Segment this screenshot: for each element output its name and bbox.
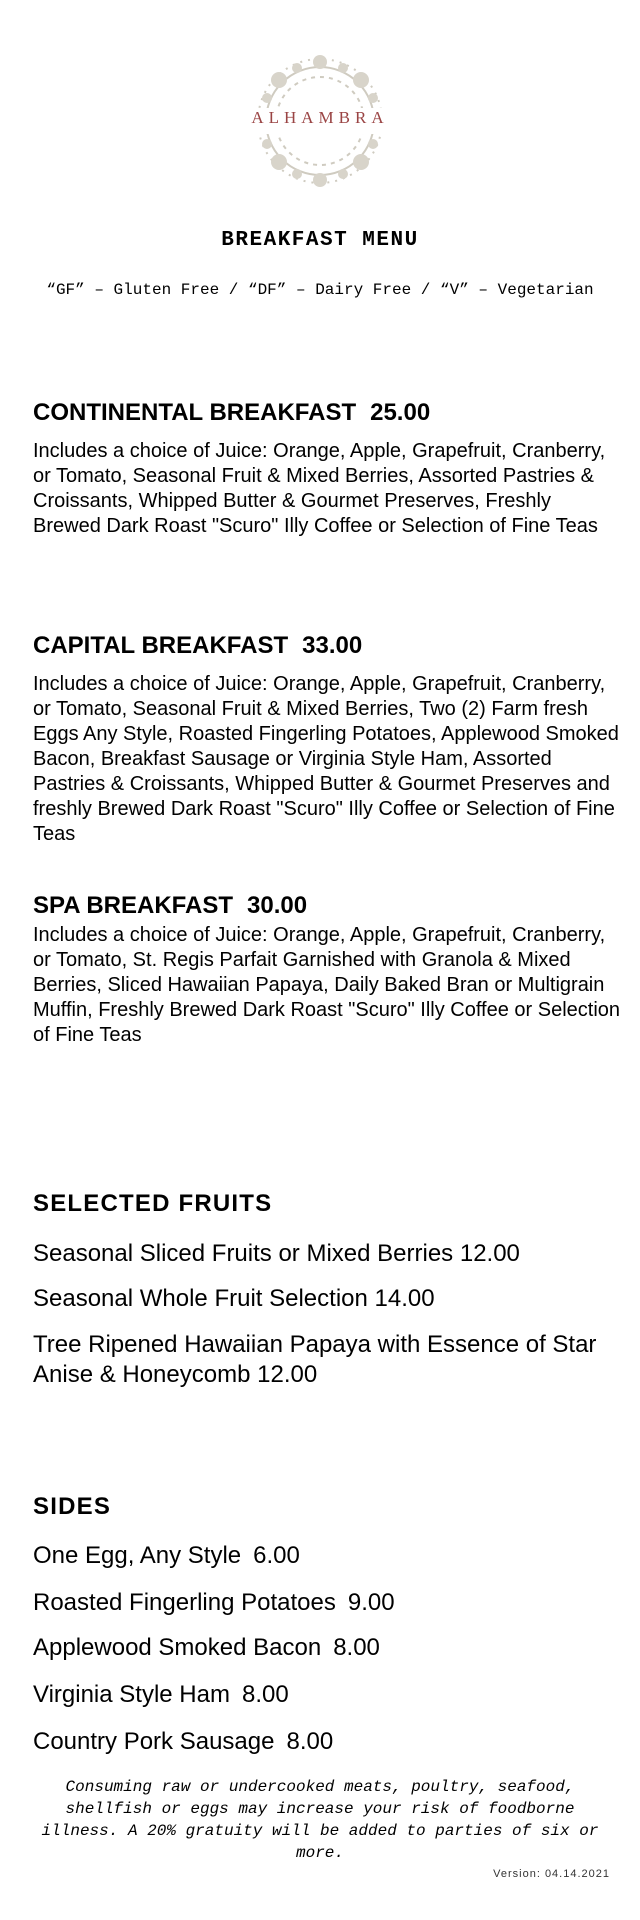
dietary-legend: “GF” – Gluten Free / “DF” – Dairy Free / “V” – Vegetarian xyxy=(46,281,594,299)
menu-title: BREAKFAST MENU xyxy=(221,229,419,252)
side-item xyxy=(33,1680,603,1710)
capital-breakfast-section xyxy=(33,631,623,847)
side-item xyxy=(33,1633,603,1663)
item-name: One Egg, Any Style xyxy=(33,1542,242,1569)
item-name: Seasonal Sliced Fruits or Mixed Berries xyxy=(33,1240,454,1267)
item-price: 12.00 xyxy=(459,1240,520,1267)
section-name: SPA BREAKFAST xyxy=(33,892,234,919)
item-price: 14.00 xyxy=(374,1285,435,1312)
version-label: Version: 04.14.2021 xyxy=(493,1868,610,1880)
item-price: 8.00 xyxy=(286,1728,334,1755)
selected-fruits-title: SELECTED FRUITS xyxy=(33,1190,273,1217)
fruit-item xyxy=(33,1330,603,1390)
alhambra-logo xyxy=(249,50,391,192)
food-safety-disclaimer: Consuming raw or undercooked meats, poultry, seafood, shellfish or eggs may increase your risk of foodborne illness. A 20% gratuity will be added to parties of six or more. xyxy=(41,1778,599,1862)
item-price: 12.00 xyxy=(257,1361,318,1388)
item-price: 8.00 xyxy=(333,1634,380,1661)
sides-title: SIDES xyxy=(33,1493,112,1520)
section-heading xyxy=(33,631,623,661)
item-name: Roasted Fingerling Potatoes xyxy=(33,1589,336,1616)
logo-wordmark: ALHAMBRA xyxy=(251,108,389,127)
item-name: Tree Ripened Hawaiian Papaya with Essence of Star Anise & Honeycomb xyxy=(33,1331,597,1388)
section-heading xyxy=(33,891,623,921)
item-price: 9.00 xyxy=(347,1589,395,1616)
fruit-item xyxy=(33,1284,603,1314)
item-name: Applewood Smoked Bacon xyxy=(33,1634,322,1661)
spa-breakfast-section xyxy=(33,891,623,1048)
side-item xyxy=(33,1588,603,1618)
section-name: CAPITAL BREAKFAST xyxy=(33,632,289,659)
item-price: 8.00 xyxy=(241,1681,289,1708)
side-item xyxy=(33,1541,603,1571)
section-price: 30.00 xyxy=(247,892,308,919)
section-description: Includes a choice of Juice: Orange, Apple, Grapefruit, Cranberry, or Tomato, Seasonal Fruit & Mixed Berries, Assorted Pastries & Croissants, Whipped Butter & Gourmet Preserves, Freshly Brewed Dark Roast "Scuro" Illy Coffee or Selection of Fine Teas xyxy=(33,440,606,537)
side-item xyxy=(33,1727,603,1757)
item-price: 6.00 xyxy=(253,1542,300,1569)
continental-breakfast-section xyxy=(33,398,623,539)
section-description: Includes a choice of Juice: Orange, Apple, Grapefruit, Cranberry, or Tomato, Seasonal Fruit & Mixed Berries, Two (2) Farm fresh Eggs Any Style, Roasted Fingerling Potatoes, Applewood Smoked Bacon, Breakfast Sausage or Virginia Style Ham, Assorted Pastries & Croissants, Whipped Butter & Gourmet Preserves and freshly Brewed Dark Roast "Scuro" Illy Coffee or Selection of Fine Teas xyxy=(33,673,619,845)
item-name: Seasonal Whole Fruit Selection xyxy=(33,1285,368,1312)
section-description: Includes a choice of Juice: Orange, Apple, Grapefruit, Cranberry, or Tomato, St. Regis Parfait Garnished with Granola & Mixed Berries, Sliced Hawaiian Papaya, Daily Baked Bran or Multigrain Muffin, Freshly Brewed Dark Roast "Scuro" Illy Coffee or Selection of Fine Teas xyxy=(33,924,621,1046)
fruit-item xyxy=(33,1239,603,1269)
item-name: Virginia Style Ham xyxy=(33,1681,230,1708)
section-name: CONTINENTAL BREAKFAST xyxy=(33,399,357,426)
section-price: 33.00 xyxy=(302,632,363,659)
section-price: 25.00 xyxy=(370,399,431,426)
item-name: Country Pork Sausage xyxy=(33,1728,275,1755)
section-heading xyxy=(33,398,623,428)
